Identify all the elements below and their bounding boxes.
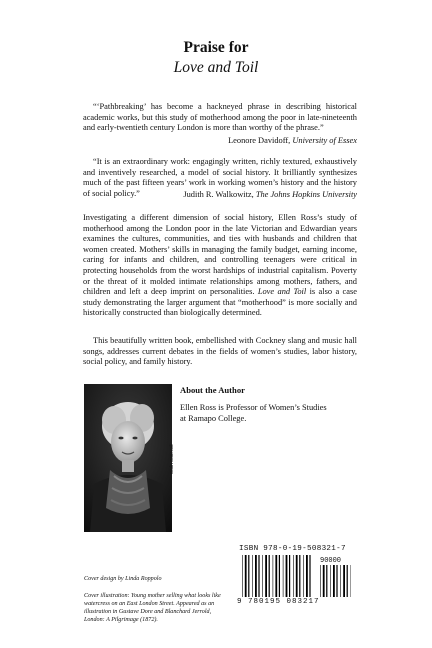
- quote-text: “‘Pathbreaking’ has become a hackneyed phrase in describing historical academic works, but this study of motherhood among the poor in late-nineteenth and early-twentieth century London is more than worthy of the phrase.”: [83, 102, 357, 133]
- barcode-bar: [265, 555, 267, 597]
- attribution-affiliation: The Johns Hopkins University: [255, 190, 357, 199]
- isbn-barcode: [242, 555, 312, 597]
- price-addon-number: 90000: [320, 557, 342, 565]
- barcode-bar: [347, 565, 348, 597]
- barcode-bar: [330, 565, 331, 597]
- attribution-name: Leonore Davidoff,: [228, 136, 291, 145]
- barcode-bar: [306, 555, 308, 597]
- quote-davidoff: [83, 102, 357, 134]
- barcode-bar: [323, 565, 325, 597]
- barcode-bar: [275, 555, 277, 597]
- quote-text: “It is an extraordinary work: engagingly written, richly textured, exhaustively and inventively researched, a model of social history. It brilliantly synthesizes much of the past fifteen years’ work in working women’s history and the history of social policy.”: [83, 157, 357, 198]
- about-author-text: Ellen Ross is Professor of Women’s Studies at Ramapo College.: [180, 403, 327, 423]
- isbn-label: ISBN 978-0-19-508321-7: [239, 545, 346, 553]
- description-text-cont: is also a case study demonstrating the larger argument that “motherhood” is more socially and historically constructed than biologically determined.: [83, 287, 357, 318]
- barcode-bar: [245, 555, 247, 597]
- barcode-bar: [340, 565, 341, 597]
- description-text: Investigating a different dimension of social history, Ellen Ross’s study of motherhood among the London poor in the late Victorian and Edwardian years examines the cultures, communities, and ties with husbands and children that women created. Mothers’ skills in managing the family budget, earning income, caring for infants and children, and controlling teenagers were critical in protecting households from the worst hardships of industrial capitalism. Poverty or the threat of it molded intimate relationships among mothers, fathers, and children and left a deep imprint on personalities.: [83, 213, 357, 297]
- attribution-name: Judith R. Walkowitz,: [183, 190, 254, 199]
- barcode-bar: [320, 565, 321, 597]
- barcode-bar: [269, 555, 270, 597]
- quote-attribution-davidoff: [228, 136, 357, 145]
- barcode-bar: [309, 555, 310, 597]
- about-author-heading: About the Author: [180, 385, 245, 395]
- attribution-affiliation: University of Essex: [292, 136, 357, 145]
- cover-illustration-credit: Cover illustration: Young mother selling what looks like watercress on an East London Street. Appeared as an illustration in Gustave Dore and Blanchard Jerrold, London: A Pilgrimage (1872).: [84, 593, 221, 623]
- barcode-bar: [255, 555, 257, 597]
- barcode-bar: [336, 565, 337, 597]
- barcode-bar: [286, 555, 288, 597]
- barcode-bar: [273, 555, 274, 597]
- barcode-bar: [299, 555, 300, 597]
- description-book-title: Love and Toil: [257, 287, 307, 297]
- praise-book-title: Love and Toil: [173, 59, 259, 76]
- barcode-bar: [293, 555, 294, 597]
- barcode-bar: [252, 555, 253, 597]
- barcode-digits: 9 780195 083217: [237, 598, 320, 606]
- price-addon-barcode: [320, 565, 351, 597]
- photo-credit: Carin Canevali: [169, 444, 174, 474]
- praise-title: Praise for: [183, 39, 249, 56]
- barcode-bar: [303, 555, 304, 597]
- cover-design-credit: Cover design by Linda Roppolo: [84, 576, 162, 582]
- barcode-bar: [283, 555, 284, 597]
- barcode-bar: [242, 555, 243, 597]
- barcode-bar: [326, 565, 327, 597]
- barcode-bar: [289, 555, 290, 597]
- barcode-bar: [248, 555, 249, 597]
- description-text: This beautifully written book, embellished with Cockney slang and music hall songs, addresses current debates in the fields of women’s studies, labor history, social policy, and family history.: [83, 336, 357, 367]
- book-description-paragraph-2: [83, 336, 357, 368]
- barcode-bar: [296, 555, 298, 597]
- book-description-paragraph: [83, 213, 357, 319]
- barcode-bar: [262, 555, 263, 597]
- barcode-bar: [343, 565, 345, 597]
- barcode-bar: [279, 555, 280, 597]
- quote-attribution-walkowitz: [183, 190, 357, 199]
- barcode-bar: [333, 565, 335, 597]
- author-photo: [84, 384, 172, 532]
- barcode-bar: [258, 555, 259, 597]
